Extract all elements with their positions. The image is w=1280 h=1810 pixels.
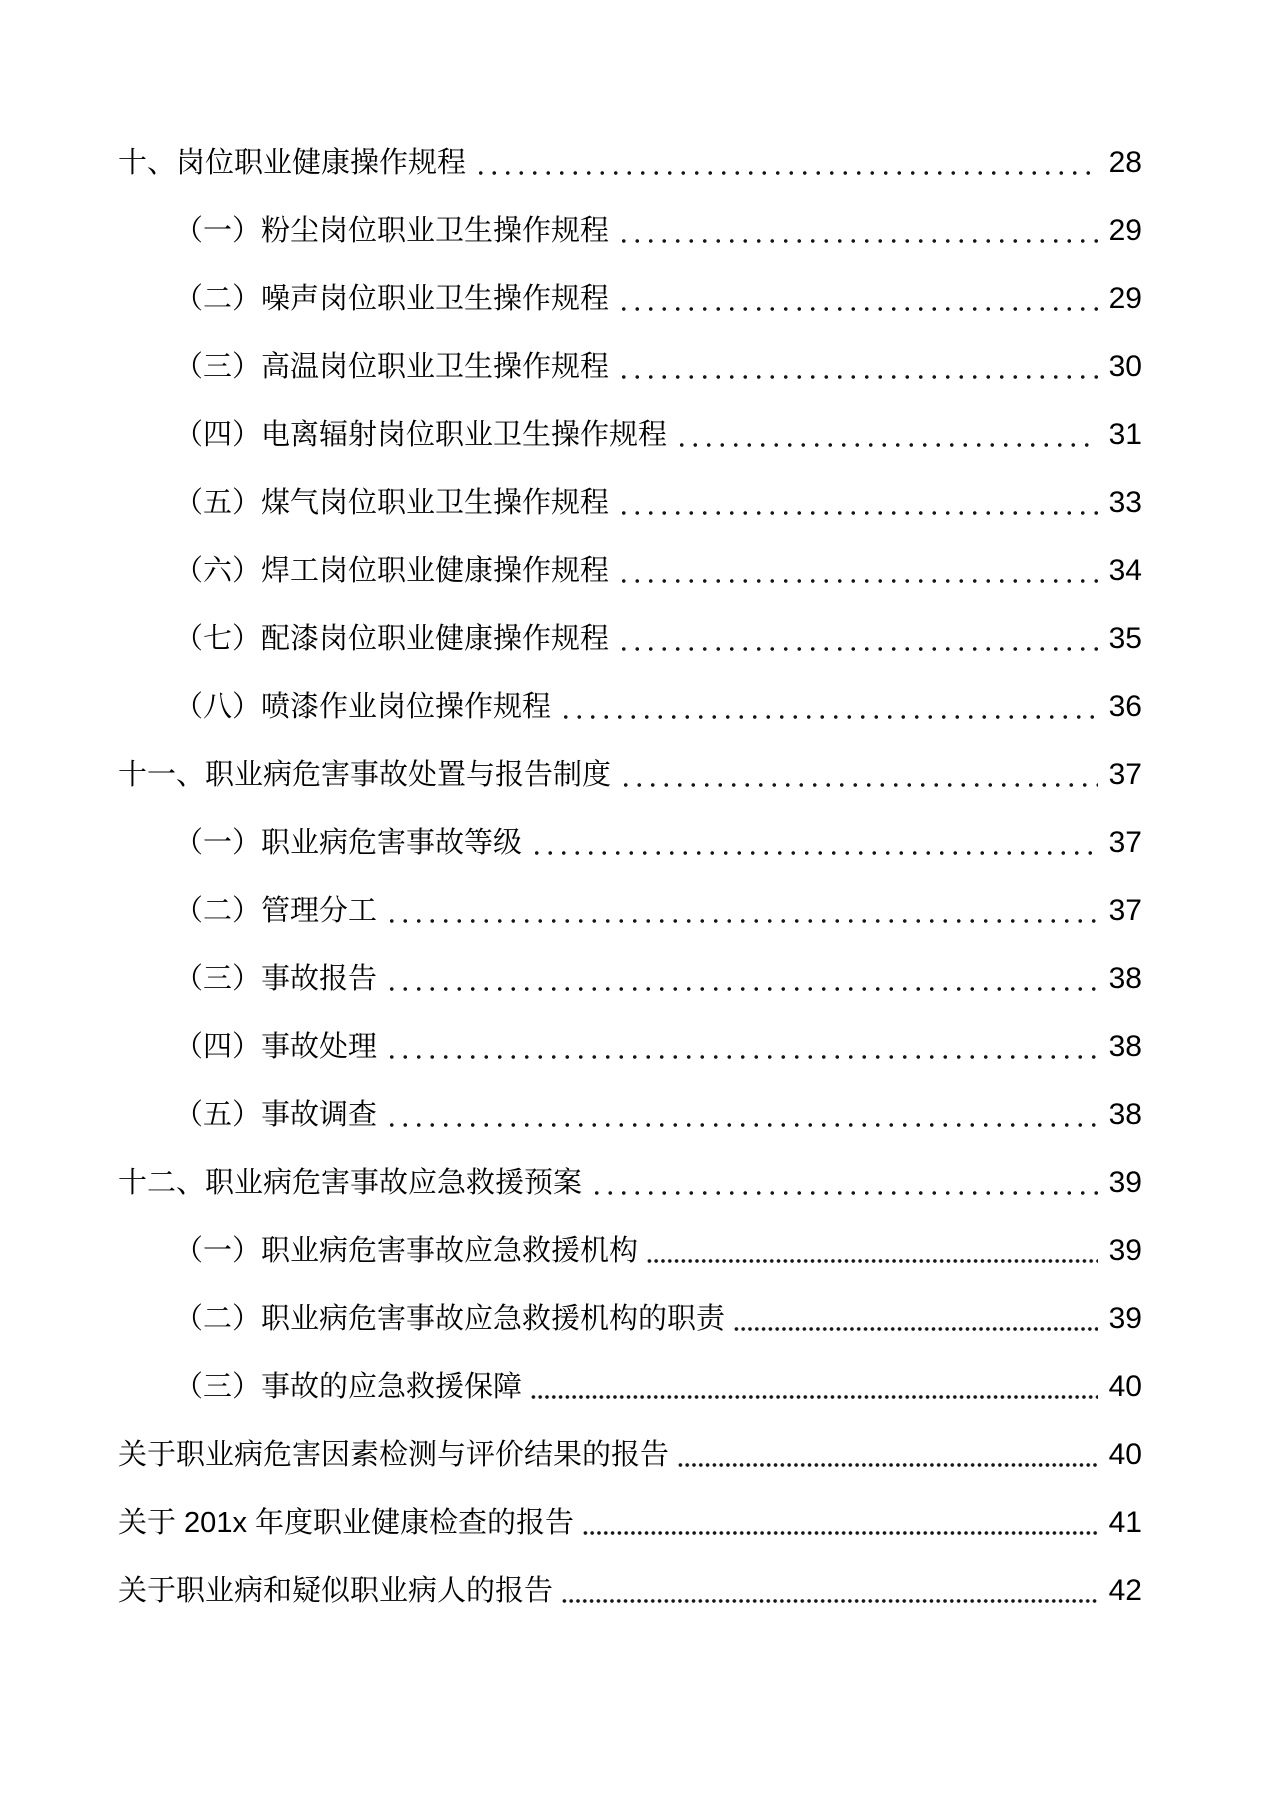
toc-entry-page-number: 37: [1108, 894, 1142, 927]
toc-entry-title: （七）配漆岗位职业健康操作规程: [174, 623, 610, 655]
toc-entry[interactable]: [118, 216, 1142, 246]
toc-entry-title: （四）电离辐射岗位职业卫生操作规程: [174, 419, 668, 451]
toc-entry-page-number: 28: [1108, 146, 1142, 179]
toc-dot-leader: [385, 918, 1098, 924]
toc-entry[interactable]: [118, 692, 1142, 722]
toc-entry[interactable]: [118, 760, 1142, 790]
toc-dot-leader: [385, 986, 1098, 992]
toc-entry-title: 关于职业病和疑似职业病人的报告: [118, 1575, 554, 1607]
toc-entry-title: （三）事故报告: [174, 963, 378, 995]
toc-entry-title: （一）职业病危害事故应急救援机构: [174, 1235, 639, 1267]
toc-dot-leader: [646, 1258, 1098, 1264]
toc-entry-title: 关于职业病危害因素检测与评价结果的报告: [118, 1439, 670, 1471]
toc-entry-title: （五）事故调查: [174, 1099, 378, 1131]
toc-entry[interactable]: [118, 1236, 1142, 1266]
toc-entry-page-number: 31: [1108, 418, 1142, 451]
toc-dot-leader: [617, 510, 1098, 516]
toc-entry[interactable]: [118, 624, 1142, 654]
toc-entry-page-number: 29: [1108, 214, 1142, 247]
toc-entry-title: （三）事故的应急救援保障: [174, 1371, 523, 1403]
toc-entry-page-number: 40: [1108, 1438, 1142, 1471]
toc-dot-leader: [582, 1530, 1098, 1536]
toc-entry-page-number: 35: [1108, 622, 1142, 655]
toc-dot-leader: [530, 850, 1098, 856]
toc-dot-leader: [617, 238, 1098, 244]
toc-entry-title: （二）管理分工: [174, 895, 378, 927]
toc-entry-page-number: 30: [1108, 350, 1142, 383]
toc-entry[interactable]: [118, 556, 1142, 586]
toc-dot-leader: [675, 442, 1098, 448]
toc-entry-page-number: 33: [1108, 486, 1142, 519]
toc-dot-leader: [530, 1394, 1098, 1400]
toc-entry[interactable]: [118, 1304, 1142, 1334]
toc-entry[interactable]: [118, 1168, 1142, 1198]
toc-entry[interactable]: [118, 1100, 1142, 1130]
toc-dot-leader: [474, 170, 1098, 176]
toc-dot-leader: [617, 578, 1098, 584]
toc-entry-title: （六）焊工岗位职业健康操作规程: [174, 555, 610, 587]
toc-entry-title: 关于 201x 年度职业健康检查的报告: [118, 1507, 575, 1539]
toc-entry-page-number: 39: [1108, 1166, 1142, 1199]
toc-entry[interactable]: [118, 148, 1142, 178]
toc-entry[interactable]: [118, 284, 1142, 314]
toc-entry-page-number: 39: [1108, 1302, 1142, 1335]
toc-entry-title: （四）事故处理: [174, 1031, 378, 1063]
toc-dot-leader: [677, 1462, 1098, 1468]
toc-entry-page-number: 38: [1108, 1030, 1142, 1063]
toc-entry-title: （二）噪声岗位职业卫生操作规程: [174, 283, 610, 315]
toc-entry-page-number: 41: [1108, 1506, 1142, 1539]
toc-entry-page-number: 37: [1108, 758, 1142, 791]
toc-entry[interactable]: [118, 1440, 1142, 1470]
toc-entry-page-number: 40: [1108, 1370, 1142, 1403]
toc-dot-leader: [385, 1122, 1098, 1128]
toc-dot-leader: [617, 374, 1098, 380]
toc-entry-title: （五）煤气岗位职业卫生操作规程: [174, 487, 610, 519]
toc-dot-leader: [561, 1598, 1098, 1604]
toc-dot-leader: [733, 1326, 1098, 1332]
toc-entry[interactable]: [118, 1032, 1142, 1062]
toc-entry-title: （三）高温岗位职业卫生操作规程: [174, 351, 610, 383]
toc-entry-title: （一）职业病危害事故等级: [174, 827, 523, 859]
toc-entry[interactable]: [118, 1576, 1142, 1606]
table-of-contents: [118, 148, 1142, 1606]
toc-dot-leader: [385, 1054, 1098, 1060]
toc-entry-page-number: 39: [1108, 1234, 1142, 1267]
toc-entry-page-number: 38: [1108, 962, 1142, 995]
toc-entry-page-number: 34: [1108, 554, 1142, 587]
toc-entry-title: 十二、职业病危害事故应急救援预案: [118, 1167, 583, 1199]
toc-entry[interactable]: [118, 420, 1142, 450]
toc-entry-page-number: 37: [1108, 826, 1142, 859]
toc-dot-leader: [617, 306, 1098, 312]
toc-entry[interactable]: [118, 1372, 1142, 1402]
toc-entry-title: 十一、职业病危害事故处置与报告制度: [118, 759, 612, 791]
toc-entry-title: 十、岗位职业健康操作规程: [118, 147, 467, 179]
toc-entry-title: （二）职业病危害事故应急救援机构的职责: [174, 1303, 726, 1335]
toc-entry[interactable]: [118, 488, 1142, 518]
toc-entry-page-number: 29: [1108, 282, 1142, 315]
toc-dot-leader: [559, 714, 1098, 720]
toc-entry[interactable]: [118, 828, 1142, 858]
toc-entry[interactable]: [118, 896, 1142, 926]
toc-entry-page-number: 36: [1108, 690, 1142, 723]
toc-entry-page-number: 38: [1108, 1098, 1142, 1131]
toc-entry[interactable]: [118, 1508, 1142, 1538]
toc-dot-leader: [617, 646, 1098, 652]
toc-dot-leader: [590, 1190, 1098, 1196]
toc-entry-title: （八）喷漆作业岗位操作规程: [174, 691, 552, 723]
toc-entry-title: （一）粉尘岗位职业卫生操作规程: [174, 215, 610, 247]
toc-dot-leader: [619, 782, 1098, 788]
toc-entry[interactable]: [118, 964, 1142, 994]
toc-entry[interactable]: [118, 352, 1142, 382]
toc-entry-page-number: 42: [1108, 1574, 1142, 1607]
